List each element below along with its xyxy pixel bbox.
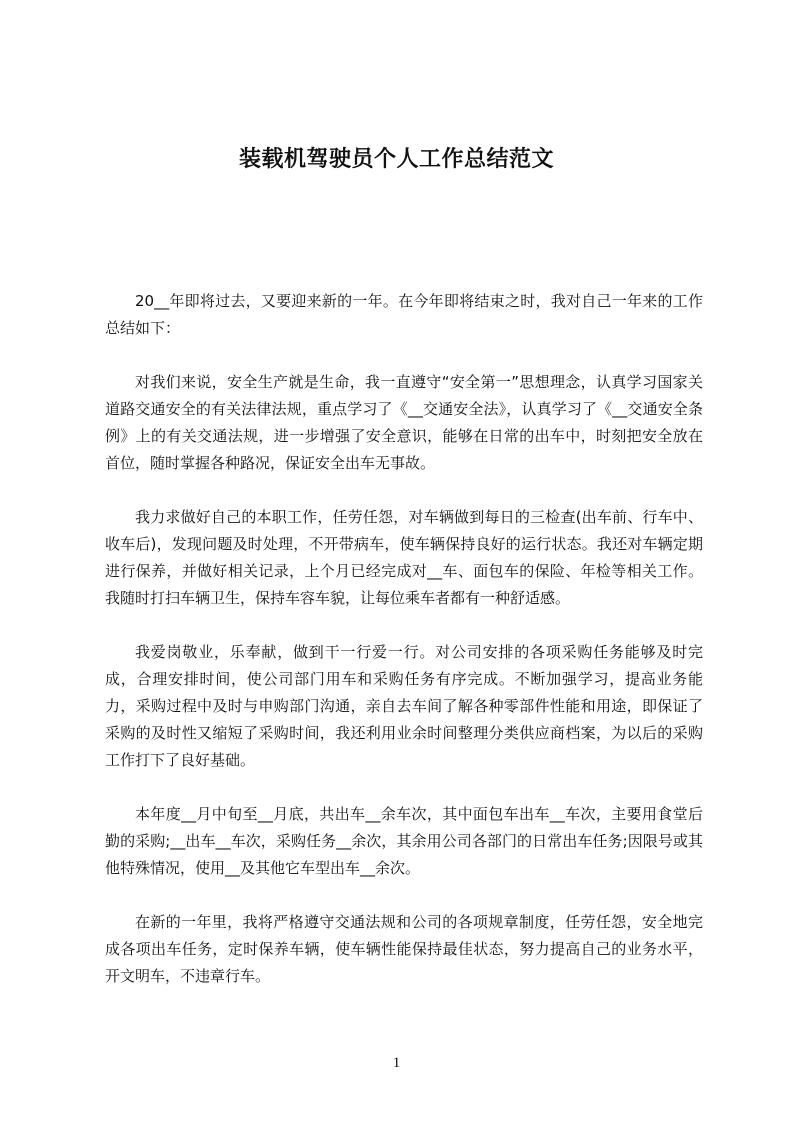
paragraph-intro: 20__年即将过去，又要迎来新的一年。在今年即将结束之时，我对自己一年来的工作总结如下： (105, 292, 703, 337)
paragraph-annual-statistics: 本年度__月中旬至__月底，共出车__余车次，其中面包车出车__车次，主要用食堂后勤的采购;__出车__车次，采购任务__余次，其余用公司各部门的日常出车任务;因限号或其他特殊情况，使用__及其他它车型出车__余次。 (105, 805, 703, 877)
page-number: 1 (392, 1055, 401, 1071)
paragraph-new-year-plan: 在新的一年里，我将严格遵守交通法规和公司的各项规章制度，任劳任怨，安全地完成各项出车任务，定时保养车辆，使车辆性能保持最佳状态，努力提高自己的业务水平，开文明车，不违章行车。 (105, 913, 703, 985)
paragraph-safety: 对我们来说，安全生产就是生命，我一直遵守“安全第一”思想理念，认真学习国家关道路交通安全的有关法律法规，重点学习了《__交通安全法》，认真学习了《__交通安全条例》上的有关交通法规，进一步增强了安全意识，能够在日常的出车中，时刻把安全放在首位，随时掌握各种路况，保证安全出车无事故。 (105, 373, 703, 472)
document-title: 装载机驾驶员个人工作总结范文 (238, 147, 554, 172)
document-body (105, 288, 703, 1017)
paragraph-procurement: 我爱岗敬业，乐奉献，做到干一行爱一行。对公司安排的各项采购任务能够及时完成，合理安排时间，使公司部门用车和采购任务有序完成。不断加强学习，提高业务能力，采购过程中及时与申购部门沟通，亲自去车间了解各种零部件性能和用途，即保证了采购的及时性又缩短了采购时间，我还利用业余时间整理分类供应商档案，为以后的采购工作打下了良好基础。 (105, 643, 703, 769)
paragraph-vehicle-maintenance: 我力求做好自己的本职工作，任劳任怨，对车辆做到每日的三检查(出车前、行车中、收车后)，发现问题及时处理，不开带病车，使车辆保持良好的运行状态。我还对车辆定期进行保养，并做好相关记录，上个月已经完成对__车、面包车的保险、年检等相关工作。我随时打扫车辆卫生，保持车容车貌，让每位乘车者都有一种舒适感。 (105, 508, 703, 607)
